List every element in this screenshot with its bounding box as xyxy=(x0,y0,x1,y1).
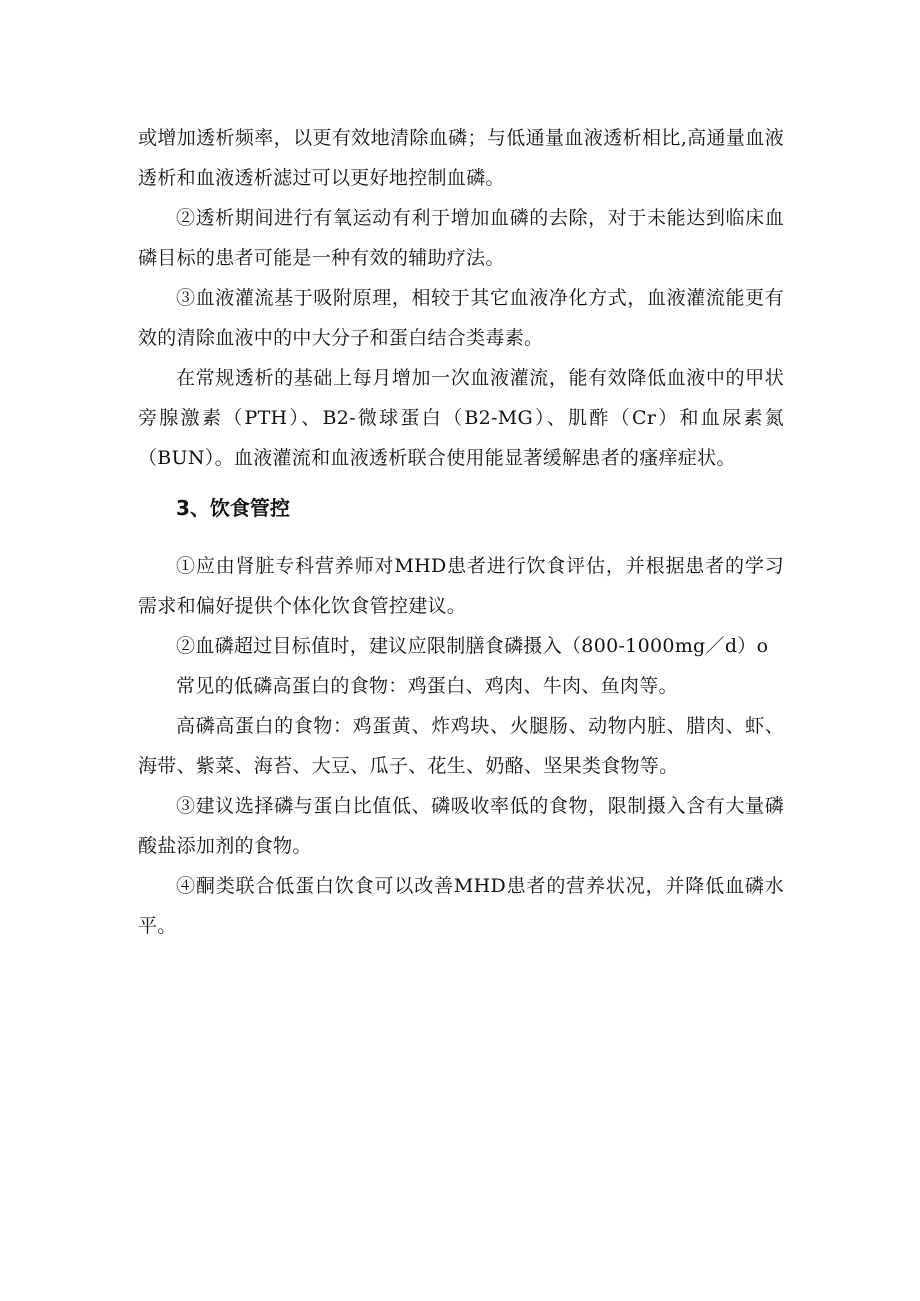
paragraph-phosphorus-limit: ②血磷超过目标值时，建议应限制膳食磷摄入（800-1000mg／d）o xyxy=(176,635,769,657)
paragraph-dietitian-assessment: ①应由肾脏专科营养师对MHD患者进行饮食评估，并根据患者的学习需求和偏好提供个体化饮食管控建议。 xyxy=(138,555,784,617)
paragraph-hemoperfusion: ③血液灌流基于吸附原理，相较于其它血液净化方式，血液灌流能更有效的清除血液中的中大分子和蛋白结合类毒素。 xyxy=(138,287,784,349)
paragraph-high-phosphorus-foods: 高磷高蛋白的食物：鸡蛋黄、炸鸡块、火腿肠、动物内脏、腊肉、虾、海带、紫菜、海苔、大豆、瓜子、花生、奶酪、坚果类食物等。 xyxy=(138,715,784,777)
paragraph-ketoacid-diet: ④酮类联合低蛋白饮食可以改善MHD患者的营养状况，并降低血磷水平。 xyxy=(138,875,784,937)
paragraph-low-phosphorus-foods: 常见的低磷高蛋白的食物：鸡蛋白、鸡肉、牛肉、鱼肉等。 xyxy=(176,675,678,697)
section-heading-diet-control: 3、饮食管控 xyxy=(176,496,290,520)
paragraph-phosphorus-protein-ratio: ③建议选择磷与蛋白比值低、磷吸收率低的食物，限制摄入含有大量磷酸盐添加剂的食物。 xyxy=(138,795,784,857)
paragraph-monthly-hemoperfusion: 在常规透析的基础上每月增加一次血液灌流，能有效降低血液中的甲状旁腺激素（PTH）、B2-微球蛋白（B2-MG）、肌酢（Cr）和血尿素氮（BUN）。血液灌流和血液透析联合使用能显著缓解患者的瘙痒症状。 xyxy=(138,367,784,469)
document-page xyxy=(138,118,784,946)
paragraph-dialysis-frequency: 或增加透析频率，以更有效地清除血磷；与低通量血液透析相比,高通量血液透析和血液透析滤过可以更好地控制血磷。 xyxy=(138,127,784,189)
paragraph-aerobic-exercise: ②透析期间进行有氧运动有利于增加血磷的去除，对于未能达到临床血磷目标的患者可能是一种有效的辅助疗法。 xyxy=(138,207,784,269)
